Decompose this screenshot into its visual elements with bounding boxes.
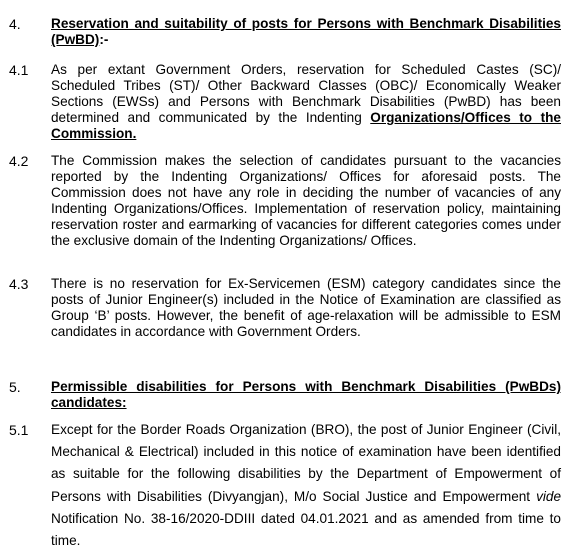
paragraph-4-1-body <box>51 62 561 142</box>
section-4-number: 4. <box>9 16 21 32</box>
paragraph-5-1-body <box>51 419 561 552</box>
paragraph-4-2-body: The Commission makes the selection of candidates pursuant to the vacancies reported by the Indenting Organizations/ Offices for aforesaid posts. The Commission does not have any role in deciding the number of vacancies of any Indenting Organizations/Offices. Implementation of reservation policy, maintaining reservation roster and earmarking of vacancies for different categories comes under the exclusive domain of the Indenting Organizations/ Offices. <box>51 153 561 248</box>
paragraph-4-2-number: 4.2 <box>9 153 29 169</box>
paragraph-4-1-emphasis: Organizations/Offices to the Commission. <box>51 110 561 141</box>
section-4-heading <box>51 16 561 48</box>
paragraph-5-1-text-before: Except for the Border Roads Organization (BRO), the post of Junior Engineer (Civil, Mechanical & Electrical) included in this notice of examination have been identified as suitable for the following disabilities by the Department of Empowerment of Persons with Disabilities (Divyangjan), M/o Social Justice and Empowerment <box>51 422 561 504</box>
paragraph-4-3-number: 4.3 <box>9 276 29 292</box>
paragraph-4-3-body: There is no reservation for Ex-Servicemen (ESM) category candidates since the posts of Junior Engineer(s) included in the Notice of Examination are classified as Group ‘B’ posts. However, the benefit of age-relaxation will be admissible to ESM candidates in accordance with Government Orders. <box>51 276 561 339</box>
section-4-heading-suffix: :- <box>99 32 109 47</box>
paragraph-5-1-text-after: Notification No. 38-16/2020-DDIII dated 04.01.2021 and as amended from time to time. <box>51 510 561 549</box>
section-5-number: 5. <box>9 379 21 395</box>
paragraph-4-1-text: As per extant Government Orders, reservation for Scheduled Castes (SC)/ Scheduled Tribes (ST)/ Other Backward Classes (OBC)/ Economically Weaker Sections (EWSs) and Persons with Benchmark Disabilities (PwBD) has been determined and communicated by the Indenting <box>51 62 561 125</box>
section-4-heading-text: Reservation and suitability of posts for Persons with Benchmark Disabilities (PwBD) <box>51 16 561 47</box>
paragraph-4-1-number: 4.1 <box>9 62 29 78</box>
paragraph-5-1-italic: vide <box>536 488 561 504</box>
paragraph-5-1-number: 5.1 <box>9 422 29 438</box>
section-5-heading: Permissible disabilities for Persons with Benchmark Disabilities (PwBDs) candidates: <box>51 379 561 410</box>
